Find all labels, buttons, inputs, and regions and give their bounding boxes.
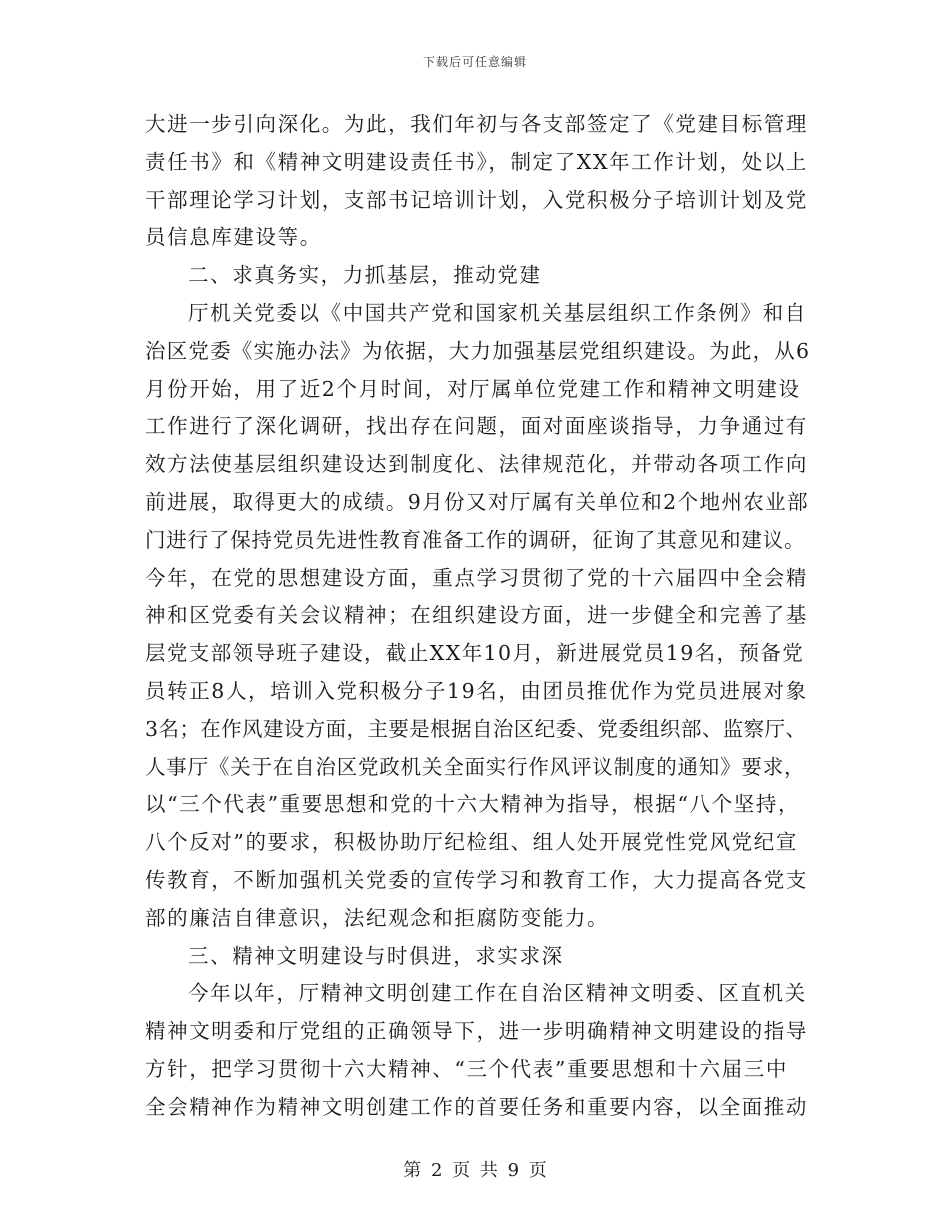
- body-text-line: 治区党委《实施办法》为依据，大力加强基层党组织建设。为此，从6: [145, 338, 811, 363]
- body-text-line: 干部理论学习计划，支部书记培训计划，入党积极分子培训计划及党: [145, 187, 808, 212]
- body-text-line: 人事厅《关于在自治区党政机关全面实行作风评议制度的通知》要求，: [145, 754, 806, 779]
- body-text-line: 前进展，取得更大的成绩。9月份又对厅属有关单位和2个地州农业部: [145, 489, 809, 514]
- body-text-line: 八个反对”的要求，积极协助厅纪检组、组人处开展党性党风党纪宣: [145, 830, 798, 855]
- body-text-line: 门进行了保持党员先进性教育准备工作的调研，征询了其意见和建议。: [145, 527, 806, 552]
- page-header-note: 下载后可任意编辑: [422, 55, 527, 69]
- body-text-line: 二、求真务实，力抓基层，推动党建: [188, 263, 542, 288]
- body-text-line: 传教育，不断加强机关党委的宣传学习和教育工作，大力提高各党支: [145, 867, 808, 892]
- body-text-line: 员信息库建设等。: [145, 225, 322, 250]
- body-text-line: 3名；在作风建设方面，主要是根据自治区纪委、党委组织部、监察厅、: [145, 716, 807, 741]
- body-text-line: 神和区党委有关会议精神；在组织建设方面，进一步健全和完善了基: [145, 603, 808, 628]
- body-text-line: 厅机关党委以《中国共产党和国家机关基层组织工作条例》和自: [188, 300, 807, 325]
- body-text-line: 部的廉洁自律意识，法纪观念和拒腐防变能力。: [145, 905, 610, 930]
- body-text-line: 今年，在党的思想建设方面，重点学习贯彻了党的十六届四中全会精: [145, 565, 808, 590]
- body-text-line: 精神文明委和厅党组的正确领导下，进一步明确精神文明建设的指导: [145, 1019, 808, 1044]
- body-text-line: 效方法使基层组织建设达到制度化、法律规范化，并带动各项工作向: [145, 452, 808, 477]
- body-text-line: 责任书》和《精神文明建设责任书》，制定了XX年工作计划，处以上: [145, 149, 809, 174]
- body-text-line: 全会精神作为精神文明创建工作的首要任务和重要内容，以全面推动: [145, 1094, 808, 1119]
- body-text-line: 大进一步引向深化。为此，我们年初与各支部签定了《党建目标管理: [145, 112, 808, 136]
- body-text-line: 以“三个代表”重要思想和党的十六大精神为指导，根据“八个坚持，: [145, 792, 801, 817]
- body-text-line: 今年以年，厅精神文明创建工作在自治区精神文明委、区直机关: [188, 981, 807, 1006]
- body-text-line: 层党支部领导班子建设，截止XX年10月，新进展党员19名，预备党: [145, 641, 805, 666]
- page-number-footer: 第 2 页 共 9 页: [403, 1160, 547, 1181]
- body-text-line: 月份开始，用了近2个月时间，对厅属单位党建工作和精神文明建设: [145, 376, 801, 401]
- body-text-line: 员转正8人，培训入党积极分子19名，由团员推优作为党员进展对象: [145, 678, 808, 703]
- document-body: [145, 106, 810, 1127]
- body-text-line: 方针，把学习贯彻十六大精神、“三个代表”重要思想和十六届三中: [145, 1056, 788, 1081]
- body-text-line: 三、精神文明建设与时俱进，求实求深: [188, 943, 564, 968]
- body-text-line: 工作进行了深化调研，找出存在问题，面对面座谈指导，力争通过有: [145, 414, 808, 439]
